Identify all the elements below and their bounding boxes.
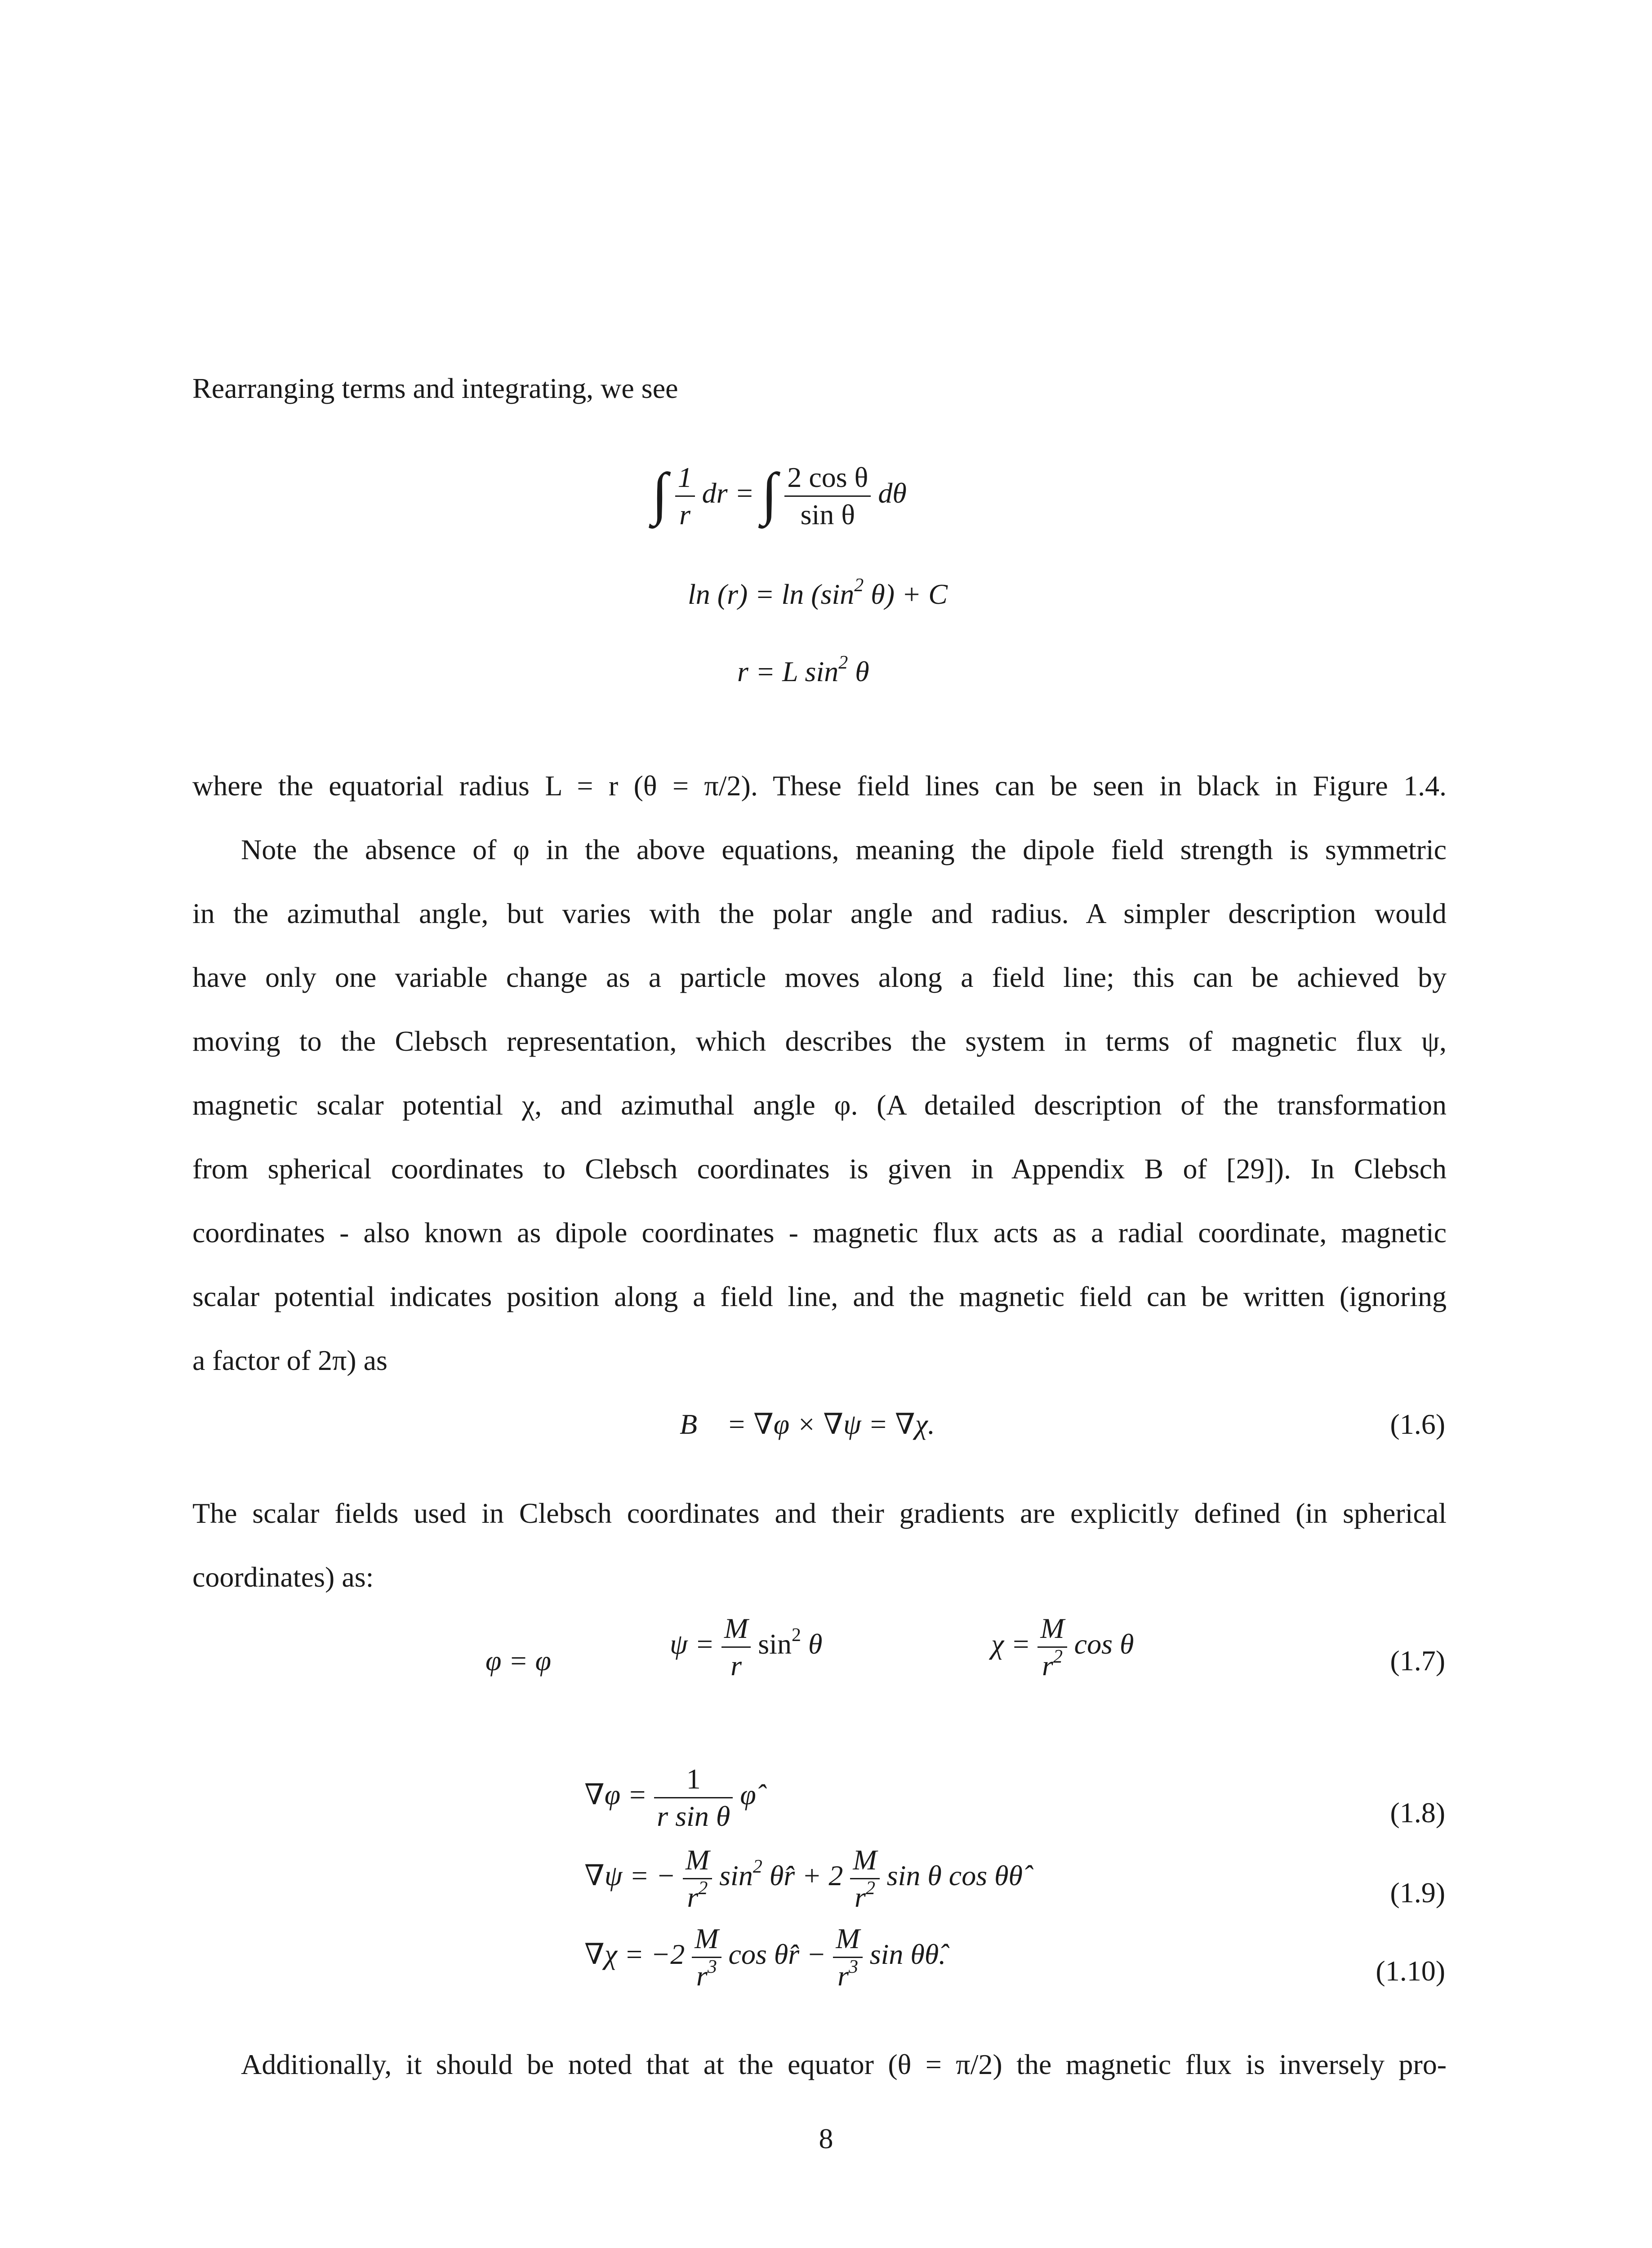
paragraph-line: Rearranging terms and integrating, we see bbox=[192, 372, 678, 404]
integral-sign: ∫ bbox=[652, 461, 668, 526]
fraction: $\frac{\text{2 cos θ}}{\text{sin θ}}$ bbox=[784, 463, 871, 529]
page-number: 8 bbox=[819, 2123, 833, 2154]
equation-number: (1.7) bbox=[1390, 1645, 1445, 1677]
equation-field-line: r = L $\sin^2 \theta$ bbox=[737, 652, 869, 687]
paragraph-line: scalar potential indicates position along a field line, and the magnetic field can be written (ignoring bbox=[192, 1280, 1447, 1312]
fraction: $\frac{M}{r^2}$ bbox=[850, 1846, 879, 1912]
equation-number: (1.6) bbox=[1390, 1408, 1445, 1440]
fraction: $\frac{M}{r^2}$ bbox=[683, 1846, 712, 1912]
paragraph-line: a factor of 2π) as bbox=[192, 1344, 387, 1376]
paragraph-line: coordinates - also known as dipole coordinates - magnetic flux acts as a radial coordinate, magnetic bbox=[192, 1217, 1447, 1249]
paragraph-line: The scalar fields used in Clebsch coordinates and their gradients are explicitly defined (in spherical bbox=[192, 1497, 1447, 1529]
paragraph-line: from spherical coordinates to Clebsch coordinates is given in Appendix B of [29]). In Clebsch bbox=[192, 1153, 1447, 1185]
equation-1-7-chi: χ = $\frac{M}{r^2}$ cos θ bbox=[991, 1612, 1134, 1682]
fraction: $\frac{1}{r}$ bbox=[675, 463, 695, 529]
equation-number: (1.10) bbox=[1376, 1955, 1445, 1987]
equation-1-8: ∇φ = $\frac{1}{\text{r sin θ}}$ φ̂ bbox=[584, 1763, 756, 1832]
integral-sign: ∫ bbox=[761, 461, 778, 526]
paragraph-line: magnetic scalar potential χ, and azimuthal angle φ. (A detailed description of the transformation bbox=[192, 1089, 1447, 1121]
equation-number: (1.9) bbox=[1390, 1877, 1445, 1909]
paragraph-line: Additionally, it should be noted that at the equator (θ = π/2) the magnetic flux is inversely pro- bbox=[241, 2048, 1447, 2080]
paragraph-line: where the equatorial radius L = r (θ = π/2). These field lines can be seen in black in Figure 1.4. bbox=[192, 770, 1447, 802]
equation-log: $\ln (r) = \ln (\sin^2$ θ) + C bbox=[688, 575, 948, 610]
paragraph-line: in the azimuthal angle, but varies with the polar angle and radius. A simpler description would bbox=[192, 897, 1447, 929]
paragraph-line: coordinates) as: bbox=[192, 1561, 374, 1593]
fraction: $\frac{M}{r^2}$ bbox=[1038, 1614, 1067, 1680]
equation-1-7-phi: φ = φ bbox=[485, 1645, 551, 1677]
paragraph-line: have only one variable change as a particle moves along a field line; this can be achieved by bbox=[192, 961, 1447, 993]
fraction: $\frac{M}{r^3}$ bbox=[833, 1924, 862, 1990]
fraction: $\frac{M}{r^3}$ bbox=[692, 1924, 721, 1990]
paragraph-line: moving to the Clebsch representation, which describes the system in terms of magnetic flux ψ, bbox=[192, 1025, 1447, 1057]
equation-1-9: ∇ψ = − $\frac{M}{r^2}$ $\sin^2$ θr̂ + 2 $\frac{M}{r^2}$ sin θ cos θθ̂ bbox=[584, 1844, 1023, 1913]
equation-integral: ∫ $\frac{1}{r}$ dr = ∫ $\frac{\text{2 cos θ}}{\text{sin θ}}$ dθ bbox=[652, 461, 907, 531]
paragraph-line: Note the absence of φ in the above equations, meaning the dipole field strength is symmetric bbox=[241, 834, 1447, 865]
equation-1-7-psi: ψ = $\frac{M}{r}$ $\sin^2 \theta$ bbox=[670, 1612, 823, 1682]
fraction: $\frac{1}{\text{r sin θ}}$ bbox=[654, 1765, 733, 1831]
fraction: $\frac{M}{r}$ bbox=[721, 1614, 751, 1680]
equation-number: (1.8) bbox=[1390, 1797, 1445, 1829]
equation-1-10: ∇χ = −2 $\frac{M}{r^3}$ cos θr̂ − $\frac{M}{r^3}$ sin θθ̂. bbox=[584, 1922, 946, 1992]
equation-1-6: B⃗ = ∇φ × ∇ψ = ∇χ. bbox=[680, 1408, 935, 1440]
